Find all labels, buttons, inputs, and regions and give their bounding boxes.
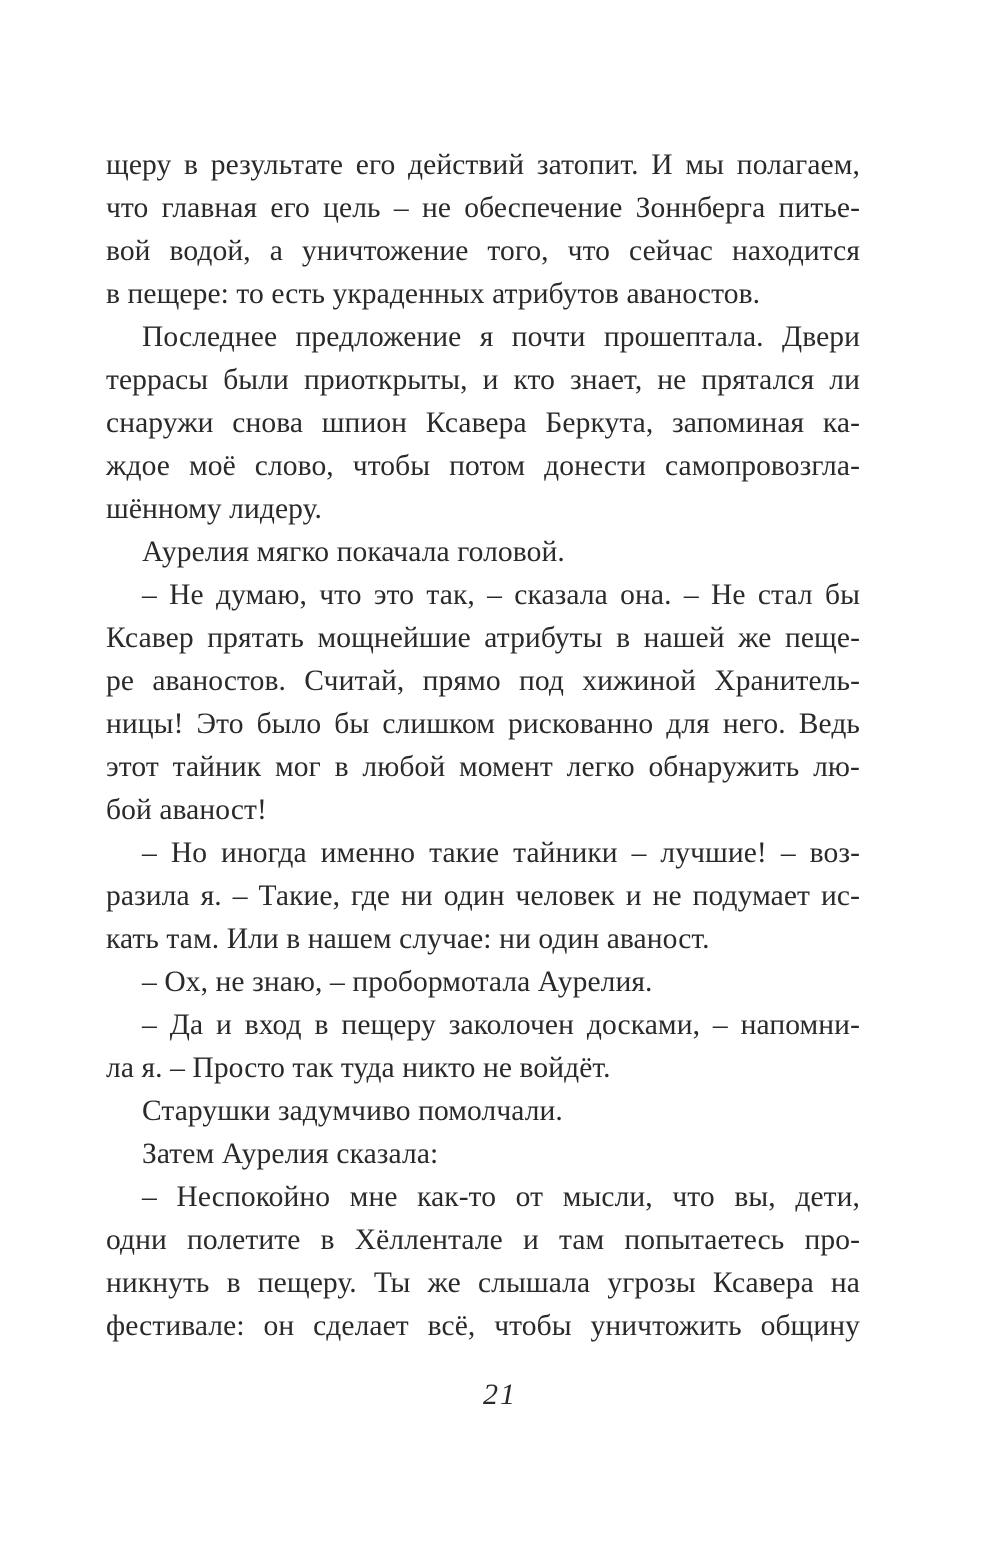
text-line: – Ох, не знаю, – пробормотала Аурелия. [142, 966, 653, 998]
text-line: кать там. Или в нашем случае: ни один аваност. [106, 923, 710, 955]
text-line: вой водой, а уничтожение того, что сейчас находится [106, 235, 860, 267]
text-line: фестивале: он сделает всё, чтобы уничтожить общину [106, 1310, 860, 1342]
text-line: никнуть в пещеру. Ты же слышала угрозы Ксавера на [106, 1267, 860, 1299]
text-line: Ксавер прятать мощнейшие атрибуты в нашей же пеще- [106, 622, 860, 654]
text-line: щеру в результате его действий затопит. И мы полагаем, [106, 149, 860, 181]
text-line: что главная его цель – не обеспечение Зоннберга питье- [106, 192, 860, 224]
page-number: 21 [483, 1378, 517, 1411]
text-line: Затем Аурелия сказала: [142, 1138, 439, 1170]
text-line: снаружи снова шпион Ксавера Беркута, запоминая ка- [106, 407, 860, 439]
text-line: ждое моё слово, чтобы потом донести самопровозгла- [106, 450, 860, 482]
text-line: – Да и вход в пещеру заколочен досками, – напомни- [142, 1009, 860, 1041]
text-line: разила я. – Такие, где ни один человек и не подумает ис- [106, 880, 860, 912]
text-line: террасы были приоткрыты, и кто знает, не прятался ли [106, 364, 860, 396]
text-line: Старушки задумчиво помолчали. [142, 1095, 563, 1127]
text-line: шённому лидеру. [106, 493, 323, 525]
text-line: одни полетите в Хёллентале и там попытаетесь про- [106, 1224, 860, 1256]
text-line: бой аваност! [106, 794, 267, 826]
text-line: Аурелия мягко покачала головой. [142, 536, 565, 568]
text-line: Последнее предложение я почти прошептала. Двери [142, 321, 860, 353]
text-line: ницы! Это было бы слишком рискованно для него. Ведь [106, 708, 860, 740]
text-line: – Но иногда именно такие тайники – лучшие! – воз- [142, 837, 860, 869]
text-line: ла я. – Просто так туда никто не войдёт. [106, 1052, 611, 1084]
text-line: в пещере: то есть украденных атрибутов аваностов. [106, 278, 761, 310]
text-line: – Не думаю, что это так, – сказала она. – Не стал бы [142, 579, 860, 611]
text-line: этот тайник мог в любой момент легко обнаружить лю- [106, 751, 860, 783]
text-line: – Неспокойно мне как-то от мысли, что вы, дети, [142, 1181, 860, 1213]
text-line: ре аваностов. Считай, прямо под хижиной Хранитель- [106, 665, 860, 697]
